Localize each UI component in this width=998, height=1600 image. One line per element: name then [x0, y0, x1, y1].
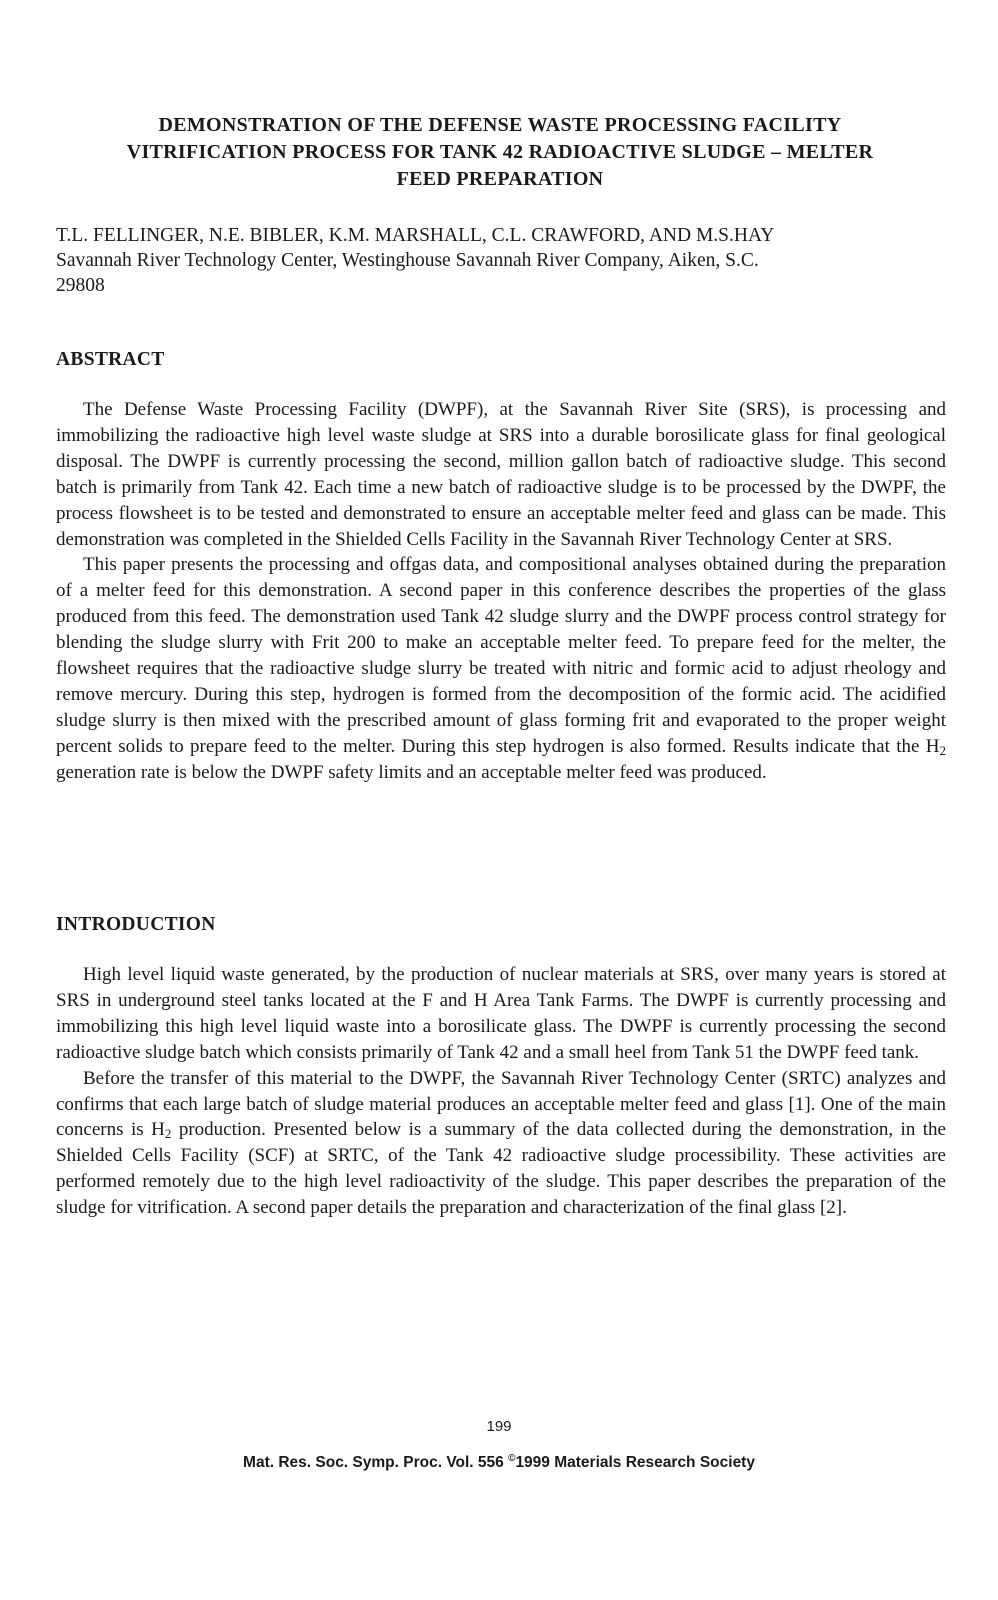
affiliation-zip: 29808	[56, 275, 105, 296]
abstract-p2-text: This paper presents the processing and offgas data, and compositional analyses obtained during the preparation of a melter feed for this demonstration. A second paper in this conference describes the properties of the glass produced from this feed. The demonstration used Tank 42 sludge slurry and the DWPF process control strategy for blending the sludge slurry with Frit 200 to make an acceptable melter feed. To prepare feed for the melter, the flowsheet requires that the radioactive sludge slurry be treated with nitric and formic acid to adjust rheology and remove mercury. During this step, hydrogen is formed from the decomposition of the formic acid. The acidified sludge slurry is then mixed with the prescribed amount of glass forming frit and evaporated to the proper weight percent solids to prepare feed to the melter. During this step hydrogen is also formed. Results indicate that the	[56, 554, 946, 757]
paper-title	[60, 112, 940, 193]
footer-citation: Mat. Res. Soc. Symp. Proc. Vol. 556	[243, 1454, 509, 1472]
footer-society: 1999 Materials Research Society	[515, 1454, 755, 1472]
abstract-body	[56, 397, 946, 786]
introduction-heading: INTRODUCTION	[56, 914, 216, 935]
abstract-heading: ABSTRACT	[56, 349, 165, 370]
intro-p2-end: production. Presented below is a summary of the data collected during the demonstration, in the Shielded Cells Facility (SCF) at SRTC, of the Tank 42 radioactive sludge processibility. These activities are performed remotely due to the high level radioactivity of the sludge. This paper describes the preparation of the sludge for vitrification. A second paper details the preparation and characterization of the final glass [2].	[56, 1119, 946, 1219]
title-line-3: FEED PREPARATION	[396, 168, 604, 190]
intro-h2-symbol: H	[151, 1119, 165, 1141]
title-line-1: DEMONSTRATION OF THE DEFENSE WASTE PROCESSING FACILITY	[158, 114, 842, 136]
copyright-symbol: ©	[508, 1453, 516, 1464]
page-number: 199	[486, 1418, 512, 1435]
abstract-h2-subscript: 2	[939, 742, 946, 758]
introduction-paragraph-1: High level liquid waste generated, by the production of nuclear materials at SRS, over many years is stored at SRS in underground steel tanks located at the F and H Area Tank Farms. The DWPF is currently processing and immobilizing this high level liquid waste into a borosilicate glass. The DWPF is currently processing the second radioactive sludge batch which consists primarily of Tank 42 and a small heel from Tank 51 the DWPF feed tank.	[56, 964, 946, 1063]
abstract-paragraph-1: The Defense Waste Processing Facility (DWPF), at the Savannah River Site (SRS), is processing and immobilizing the radioactive high level waste sludge at SRS into a durable borosilicate glass for final geological disposal. The DWPF is currently processing the second, million gallon batch of radioactive sludge. This second batch is primarily from Tank 42. Each time a new batch of radioactive sludge is to be processed by the DWPF, the process flowsheet is to be tested and demonstrated to ensure an acceptable melter feed and glass can be made. This demonstration was completed in the Shielded Cells Facility in the Savannah River Technology Center at SRS.	[56, 399, 946, 550]
abstract-paragraph-2	[56, 552, 946, 785]
abstract-p2-end: generation rate is below the DWPF safety limits and an acceptable melter feed was produced.	[56, 761, 767, 783]
intro-h2-subscript: 2	[164, 1126, 172, 1142]
author-names: T.L. FELLINGER, N.E. BIBLER, K.M. MARSHALL, C.L. CRAWFORD, AND M.S.HAY	[56, 225, 775, 246]
intro-p2-text: Before the transfer of this material to the DWPF, the Savannah River Technology Center (SRTC) analyzes and confirms that each large batch of sludge material produces an acceptable melter feed and glass [1]. One of the main concerns is	[56, 1067, 946, 1141]
author-block	[56, 223, 946, 298]
title-line-2: VITRIFICATION PROCESS FOR TANK 42 RADIOACTIVE SLUDGE – MELTER	[126, 141, 874, 163]
journal-footer	[0, 1453, 998, 1472]
abstract-h2-symbol: H	[925, 735, 940, 757]
introduction-body	[56, 962, 946, 1221]
author-affiliation: Savannah River Technology Center, Westinghouse Savannah River Company, Aiken, S.C.	[56, 250, 759, 271]
introduction-paragraph-2	[56, 1066, 946, 1221]
